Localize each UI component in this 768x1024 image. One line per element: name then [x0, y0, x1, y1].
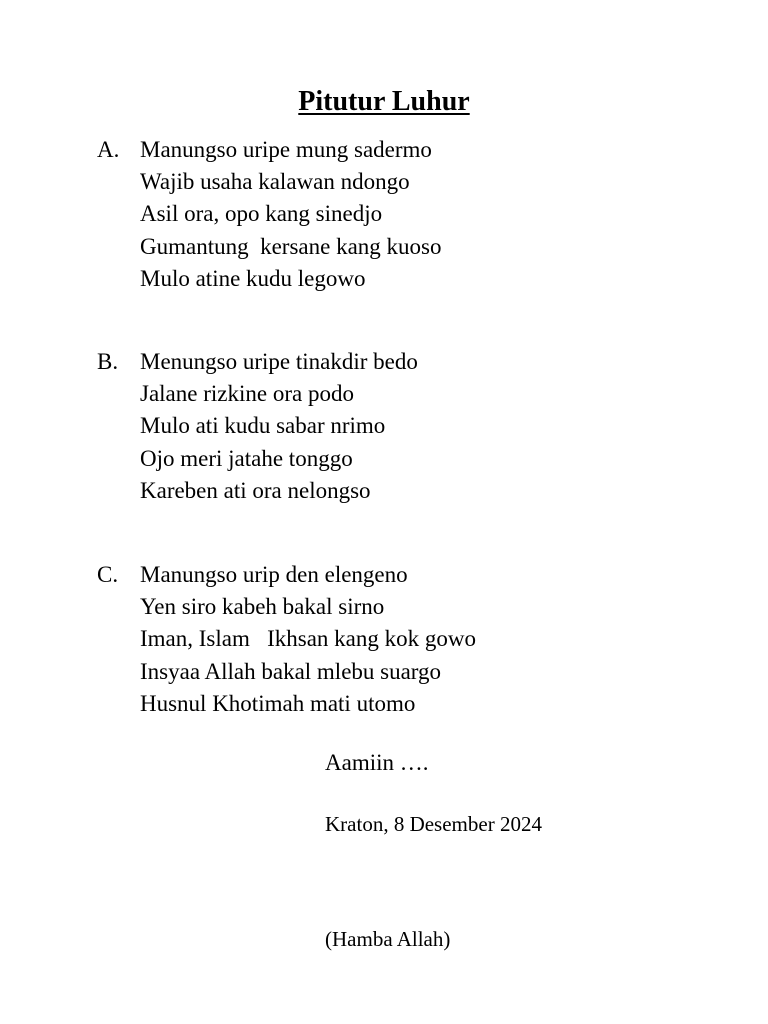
verse-line: Ojo meri jatahe tonggo — [140, 445, 353, 471]
verse-line: Mulo ati kudu sabar nrimo — [140, 413, 386, 439]
stanza-marker: C. — [97, 562, 119, 587]
closing-amin: Aamiin …. — [325, 750, 429, 775]
verse-line: Kareben ati ora nelongso — [140, 477, 371, 503]
verse-line: Husnul Khotimah mati utomo — [140, 690, 416, 716]
place-date: Kraton, 8 Desember 2024 — [325, 812, 542, 836]
stanza-marker: A. — [97, 137, 120, 162]
verse-line: Jalane rizkine ora podo — [140, 381, 354, 407]
verse-line: Gumantung kersane kang kuoso — [140, 233, 442, 259]
stanza-marker: B. — [97, 349, 119, 374]
verse-line: Menungso uripe tinakdir bedo — [140, 349, 418, 374]
stanza-lines — [140, 559, 476, 720]
stanza-lines — [140, 346, 418, 507]
verse-line: Asil ora, opo kang sinedjo — [140, 201, 383, 227]
stanza-b — [97, 346, 418, 507]
verse-line: Wajib usaha kalawan ndongo — [140, 169, 410, 195]
document-title: Pitutur Luhur — [298, 86, 470, 117]
verse-line: Insyaa Allah bakal mlebu suargo — [140, 658, 442, 684]
verse-line: Iman, Islam Ikhsan kang kok gowo — [140, 626, 476, 652]
verse-line: Manungso uripe mung sadermo — [140, 137, 432, 162]
verse-line: Yen siro kabeh bakal sirno — [140, 594, 385, 620]
verse-line: Mulo atine kudu legowo — [140, 265, 366, 291]
stanza-c — [97, 559, 476, 720]
verse-line: Manungso urip den elengeno — [140, 562, 408, 587]
signature-name: (Hamba Allah) — [325, 927, 451, 951]
stanza-lines — [140, 134, 442, 295]
stanza-a — [97, 134, 442, 295]
